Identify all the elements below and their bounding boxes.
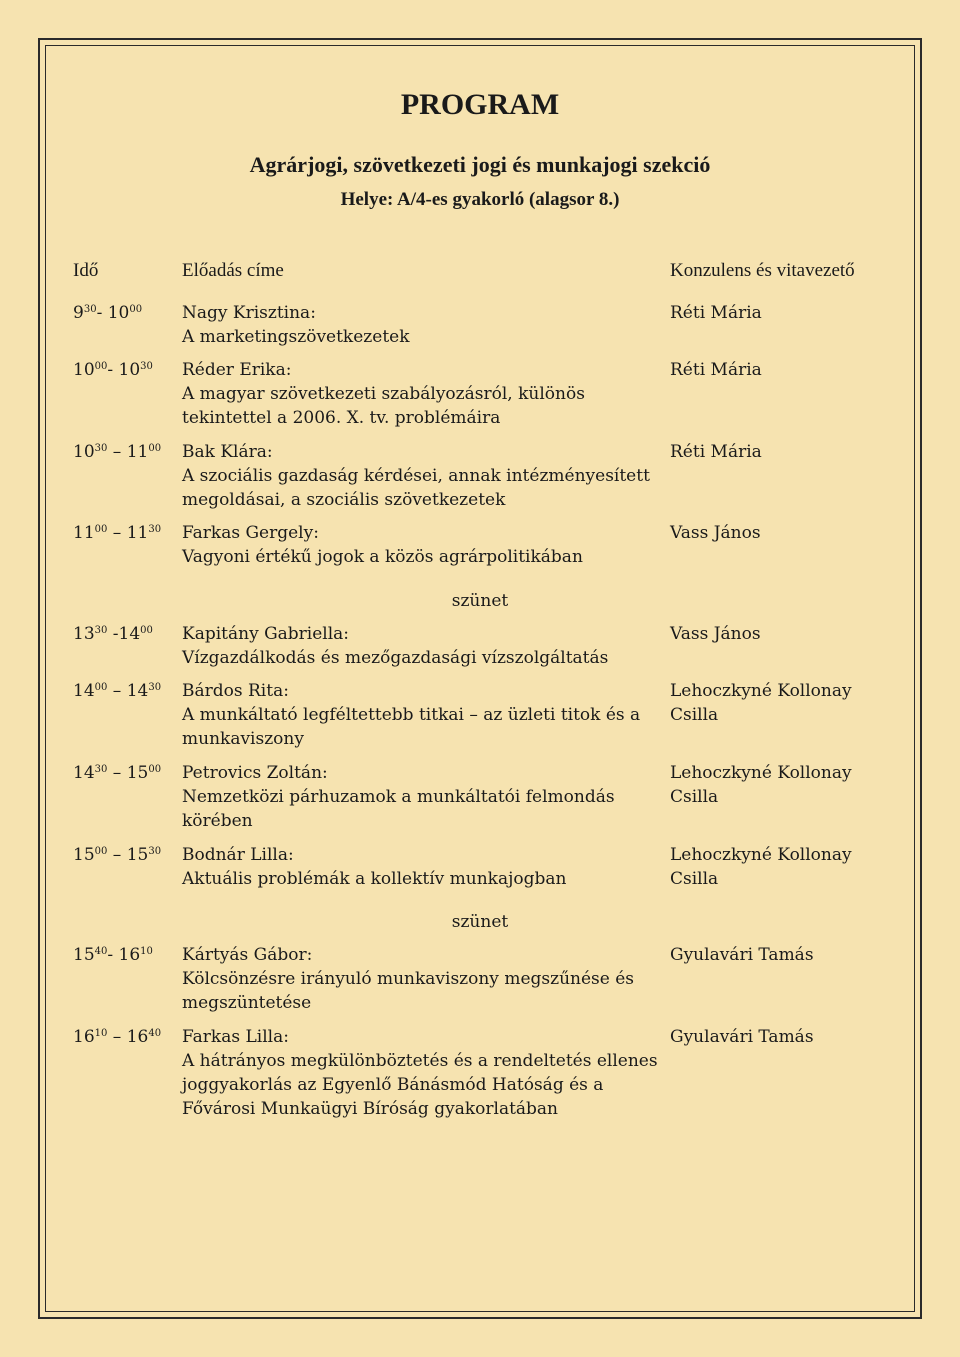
moderator-name: Vass János xyxy=(670,624,761,644)
talk-cell xyxy=(182,521,662,569)
time-slot: $15^{00} - 15^{30}$ xyxy=(73,845,162,865)
moderator-name: Lehoczkyné Kollonay Csilla xyxy=(670,845,852,889)
speaker-name: Farkas Gergely: xyxy=(182,523,319,543)
moderator-name: Lehoczkyné Kollonay Csilla xyxy=(670,681,852,725)
column-header-talk: Előadás címe xyxy=(182,260,284,281)
time-slot: $16^{10} - 16^{40}$ xyxy=(73,1027,162,1047)
talk-cell xyxy=(182,301,662,349)
moderator-name: Gyulavári Tamás xyxy=(670,1027,814,1047)
column-header-time: Idő xyxy=(73,260,99,281)
talk-title: A marketingszövetkezetek xyxy=(182,327,410,347)
time-slot: $14^{00} - 14^{30}$ xyxy=(73,681,162,701)
talk-title: A szociális gazdaság kérdései, annak intézményesített megoldásai, a szociális szövetkezetek xyxy=(182,466,650,510)
talk-cell xyxy=(182,622,662,670)
talk-title: A munkáltató legféltettebb titkai – az üzleti titok és a munkaviszony xyxy=(182,705,641,749)
speaker-name: Nagy Krisztina: xyxy=(182,303,316,323)
speaker-name: Bak Klára: xyxy=(182,442,273,462)
column-header-moderator: Konzulens és vitavezető xyxy=(670,260,855,281)
time-slot: $9^{30}-$ $10^{00}$ xyxy=(73,303,143,323)
speaker-name: Kapitány Gabriella: xyxy=(182,624,350,644)
talk-cell xyxy=(182,440,662,512)
moderator-name: Lehoczkyné Kollonay Csilla xyxy=(670,763,852,807)
time-slot: $10^{30} - 11^{00}$ xyxy=(73,442,162,462)
speaker-name: Kártyás Gábor: xyxy=(182,945,313,965)
time-slot: $13^{30}$ $-14^{00}$ xyxy=(73,624,153,644)
talk-title: Nemzetközi párhuzamok a munkáltatói felmondás körében xyxy=(182,787,615,831)
talk-title: Kölcsönzésre irányuló munkaviszony megszűnése és megszüntetése xyxy=(182,969,634,1013)
break-label: szünet xyxy=(451,912,509,932)
talk-cell xyxy=(182,1025,662,1121)
talk-title: Vagyoni értékű jogok a közös agrárpolitikában xyxy=(182,547,583,567)
speaker-name: Bárdos Rita: xyxy=(182,681,289,701)
speaker-name: Réder Erika: xyxy=(182,360,292,380)
break-label: szünet xyxy=(451,591,509,611)
location-line: Helye: A/4-es gyakorló (alagsor 8.) xyxy=(340,189,620,210)
moderator-name: Réti Mária xyxy=(670,360,762,380)
moderator-name: Vass János xyxy=(670,523,761,543)
time-slot: $15^{40}-$ $16^{10}$ xyxy=(73,945,153,965)
talk-title: Vízgazdálkodás és mezőgazdasági vízszolgáltatás xyxy=(182,648,609,668)
section-subtitle: Agrárjogi, szövetkezeti jogi és munkajogi szekció xyxy=(249,152,711,177)
moderator-name: Gyulavári Tamás xyxy=(670,945,814,965)
time-slot: $11^{00} - 11^{30}$ xyxy=(73,523,162,543)
speaker-name: Farkas Lilla: xyxy=(182,1027,289,1047)
talk-cell xyxy=(182,843,662,891)
page-title: PROGRAM xyxy=(400,88,560,121)
time-slot: $10^{00}-$ $10^{30}$ xyxy=(73,360,153,380)
moderator-name: Réti Mária xyxy=(670,303,762,323)
moderator-name: Réti Mária xyxy=(670,442,762,462)
talk-title: A magyar szövetkezeti szabályozásról, különös tekintettel a 2006. X. tv. problémáira xyxy=(182,384,585,428)
time-slot: $14^{30} - 15^{00}$ xyxy=(73,763,162,783)
talk-title: A hátrányos megkülönböztetés és a rendeltetés ellenes joggyakorlás az Egyenlő Bánásmód Hatóság és a Fővárosi Munkaügyi Bíróság gyakorlatában xyxy=(182,1051,658,1119)
talk-title: Aktuális problémák a kollektív munkajogban xyxy=(182,869,567,889)
speaker-name: Bodnár Lilla: xyxy=(182,845,294,865)
speaker-name: Petrovics Zoltán: xyxy=(182,763,328,783)
talk-cell xyxy=(182,679,662,751)
talk-cell xyxy=(182,761,662,833)
talk-cell xyxy=(182,358,662,430)
talk-cell xyxy=(182,943,662,1015)
